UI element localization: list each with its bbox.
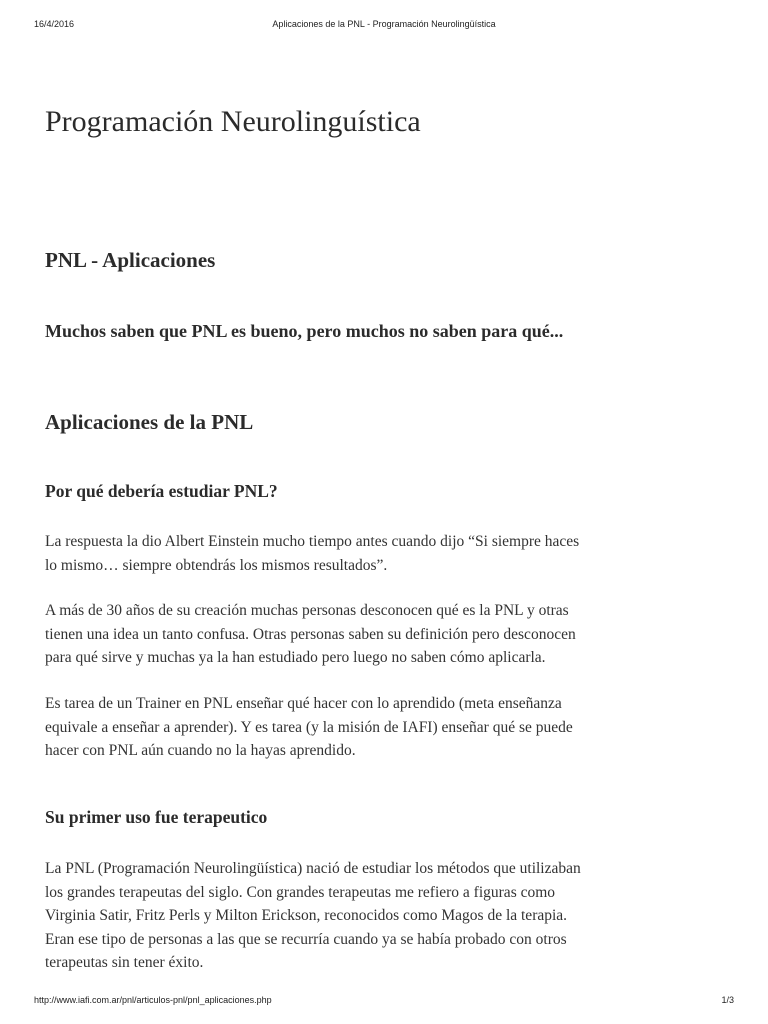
article-lead: Muchos saben que PNL es bueno, pero muchos no saben para qué...: [45, 321, 564, 341]
paragraph-line: La respuesta la dio Albert Einstein mucho tiempo antes cuando dijo “Si siempre haces: [45, 533, 580, 550]
paragraph-line: equivale a enseñar a aprender). Y es tarea (y la misión de IAFI) enseñar qué se puede: [45, 718, 573, 736]
subsection-heading-why-study: Por qué debería estudiar PNL?: [45, 481, 278, 501]
paragraph-line: lo mismo… siempre obtendrás los mismos resultados”.: [45, 556, 388, 574]
paragraph-line: tienen una idea un tanto confusa. Otras personas saben su definición pero desconocen: [45, 625, 576, 643]
paragraph-line: A más de 30 años de su creación muchas personas desconocen qué es la PNL y otras: [45, 602, 569, 619]
paragraph-line: los grandes terapeutas del siglo. Con grandes terapeutas me refiero a figuras como: [45, 883, 556, 901]
print-page-number: 1/3: [721, 995, 734, 1005]
site-title[interactable]: Programación Neurolinguística: [45, 105, 421, 138]
print-footer: [34, 993, 734, 1007]
print-url[interactable]: http://www.iafi.com.ar/pnl/articulos-pnl/pnl_aplicaciones.php: [34, 995, 272, 1005]
paragraph-line: terapeutas sin tener éxito.: [45, 954, 204, 971]
paragraph-einstein: [45, 530, 579, 577]
paragraph-line: Eran ese tipo de personas a las que se recurría cuando ya se había probado con otros: [45, 930, 567, 948]
paragraph-line: La PNL (Programación Neurolingüística) nació de estudiar los métodos que utilizaban: [45, 860, 581, 877]
paragraph-origin: [45, 857, 581, 975]
paragraph-line: Virginia Satir, Fritz Perls y Milton Erickson, reconocidos como Magos de la terapia.: [45, 907, 568, 924]
section-heading: Aplicaciones de la PNL: [45, 410, 254, 434]
paragraph-line: hacer con PNL aún cuando no la hayas aprendido.: [45, 742, 356, 759]
print-header: [34, 17, 734, 31]
print-page-title: Aplicaciones de la PNL - Programación Neurolingüística: [272, 19, 496, 29]
print-date: 16/4/2016: [34, 19, 75, 29]
paragraph-line: para qué sirve y muchas ya la han estudiado pero luego no saben cómo aplicarla.: [45, 649, 546, 666]
subsection-heading-therapeutic: Su primer uso fue terapeutico: [45, 807, 268, 827]
paragraph-trainer: [45, 692, 573, 763]
paragraph-line: Es tarea de un Trainer en PNL enseñar qué hacer con lo aprendido (meta enseñanza: [45, 695, 562, 712]
paragraph-30-years: [45, 599, 576, 670]
article-title: PNL - Aplicaciones: [45, 248, 216, 272]
